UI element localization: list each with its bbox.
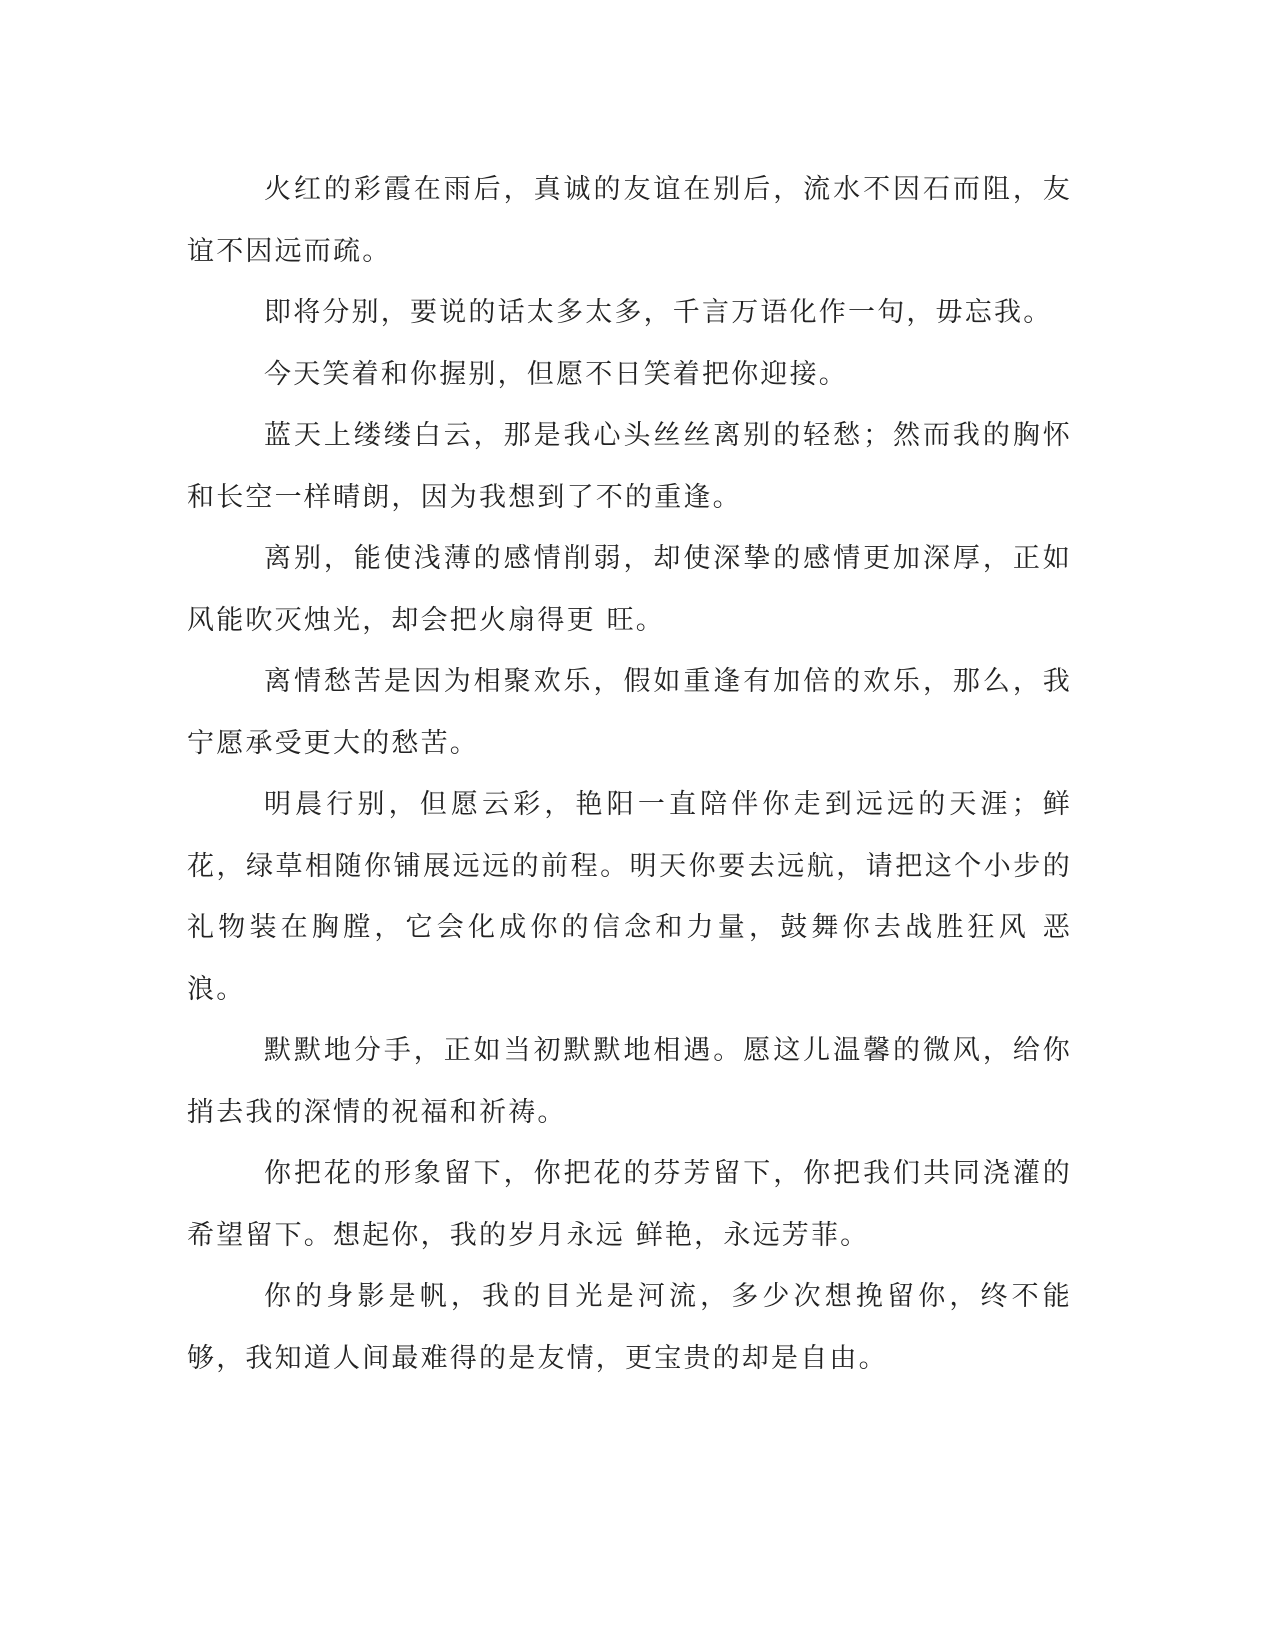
paragraph-5: 离别，能使浅薄的感情削弱，却使深挚的感情更加深厚，正如风能吹灭烛光，却会把火扇得更 旺。 (187, 543, 1072, 636)
paragraph-4: 蓝天上缕缕白云，那是我心头丝丝离别的轻愁；然而我的胸怀和长空一样晴朗，因为我想到了不的重逢。 (187, 420, 1072, 513)
paragraph-8: 默默地分手，正如当初默默地相遇。愿这儿温馨的微风，给你捎去我的深情的祝福和祈祷。 (187, 1035, 1072, 1128)
paragraph-3: 今天笑着和你握别，但愿不日笑着把你迎接。 (264, 358, 848, 390)
paragraph-2: 即将分别，要说的话太多太多，千言万语化作一句，毋忘我。 (264, 297, 1053, 328)
paragraph-9: 你把花的形象留下，你把花的芬芳留下，你把我们共同浇灌的希望留下。想起你，我的岁月永远 鲜艳，永远芳菲。 (187, 1158, 1072, 1251)
document-body (187, 159, 1072, 1389)
paragraph-1: 火红的彩霞在雨后，真诚的友谊在别后，流水不因石而阻，友谊不因远而疏。 (187, 174, 1072, 267)
paragraph-10: 你的身影是帆，我的目光是河流，多少次想挽留你，终不能够，我知道人间最难得的是友情，更宝贵的却是自由。 (187, 1281, 1072, 1374)
paragraph-7: 明晨行别，但愿云彩，艳阳一直陪伴你走到远远的天涯；鲜花，绿草相随你铺展远远的前程。明天你要去远航，请把这个小步的礼物装在胸膛，它会化成你的信念和力量，鼓舞你去战胜狂风 恶浪。 (187, 789, 1072, 1005)
paragraph-6: 离情愁苦是因为相聚欢乐，假如重逢有加倍的欢乐，那么，我宁愿承受更大的愁苦。 (187, 666, 1072, 759)
